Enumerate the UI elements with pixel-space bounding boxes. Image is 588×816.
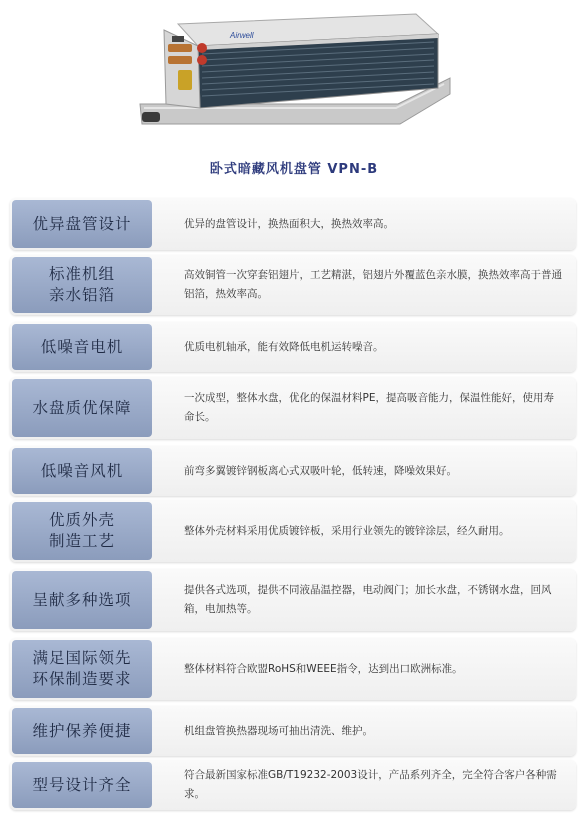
feature-row <box>10 198 576 250</box>
product-image <box>138 8 452 148</box>
feature-row <box>10 569 576 631</box>
feature-row <box>10 500 576 562</box>
feature-row <box>10 760 576 810</box>
feature-row <box>10 446 576 496</box>
brand-logo: Airwell <box>230 31 254 40</box>
feature-description: 机组盘管换热器现场可抽出清洗、维护。 <box>184 724 373 737</box>
feature-description: 符合最新国家标准GB/T19232-2003设计，产品系列齐全，完全符合客户各种需求。 <box>184 769 557 800</box>
feature-title: 低噪音风机 <box>12 448 152 494</box>
feature-title: 低噪音电机 <box>12 324 152 370</box>
fan-coil-unit-illustration <box>138 8 452 148</box>
feature-title: 优质外壳 制造工艺 <box>12 502 152 560</box>
feature-title: 满足国际领先 环保制造要求 <box>12 640 152 698</box>
feature-title: 标准机组 亲水铝箔 <box>12 257 152 313</box>
feature-title: 优异盘管设计 <box>12 200 152 248</box>
feature-row <box>10 377 576 439</box>
feature-row <box>10 255 576 315</box>
feature-title: 维护保养便捷 <box>12 708 152 754</box>
feature-row <box>10 638 576 700</box>
feature-title: 型号设计齐全 <box>12 762 152 808</box>
feature-description: 整体材料符合欧盟RoHS和WEEE指令，达到出口欧洲标准。 <box>184 662 463 675</box>
feature-description: 高效铜管一次穿套铝翅片，工艺精湛，铝翅片外覆蓝色亲水膜，换热效率高于普通铝箔，热效率高。 <box>184 269 562 300</box>
feature-row <box>10 322 576 372</box>
feature-description: 整体外壳材料采用优质镀锌板，采用行业领先的镀锌涂层，经久耐用。 <box>184 524 510 537</box>
feature-description: 一次成型，整体水盘，优化的保温材料PE，提高吸音能力，保温性能好，使用寿命长。 <box>184 392 554 423</box>
feature-description: 前弯多翼镀锌钢板离心式双吸叶轮，低转速，降噪效果好。 <box>184 464 457 477</box>
feature-title: 水盘质优保障 <box>12 379 152 437</box>
feature-description: 优质电机轴承，能有效降低电机运转噪音。 <box>184 340 384 353</box>
feature-row <box>10 706 576 756</box>
product-caption: 卧式暗藏风机盘管 VPN-B <box>209 162 379 177</box>
feature-title: 呈献多种选项 <box>12 571 152 629</box>
feature-description: 提供各式选项，提供不同液晶温控器，电动阀门；加长水盘，不锈钢水盘，回风箱，电加热等。 <box>184 584 552 615</box>
feature-description: 优异的盘管设计，换热面积大，换热效率高。 <box>184 217 394 230</box>
